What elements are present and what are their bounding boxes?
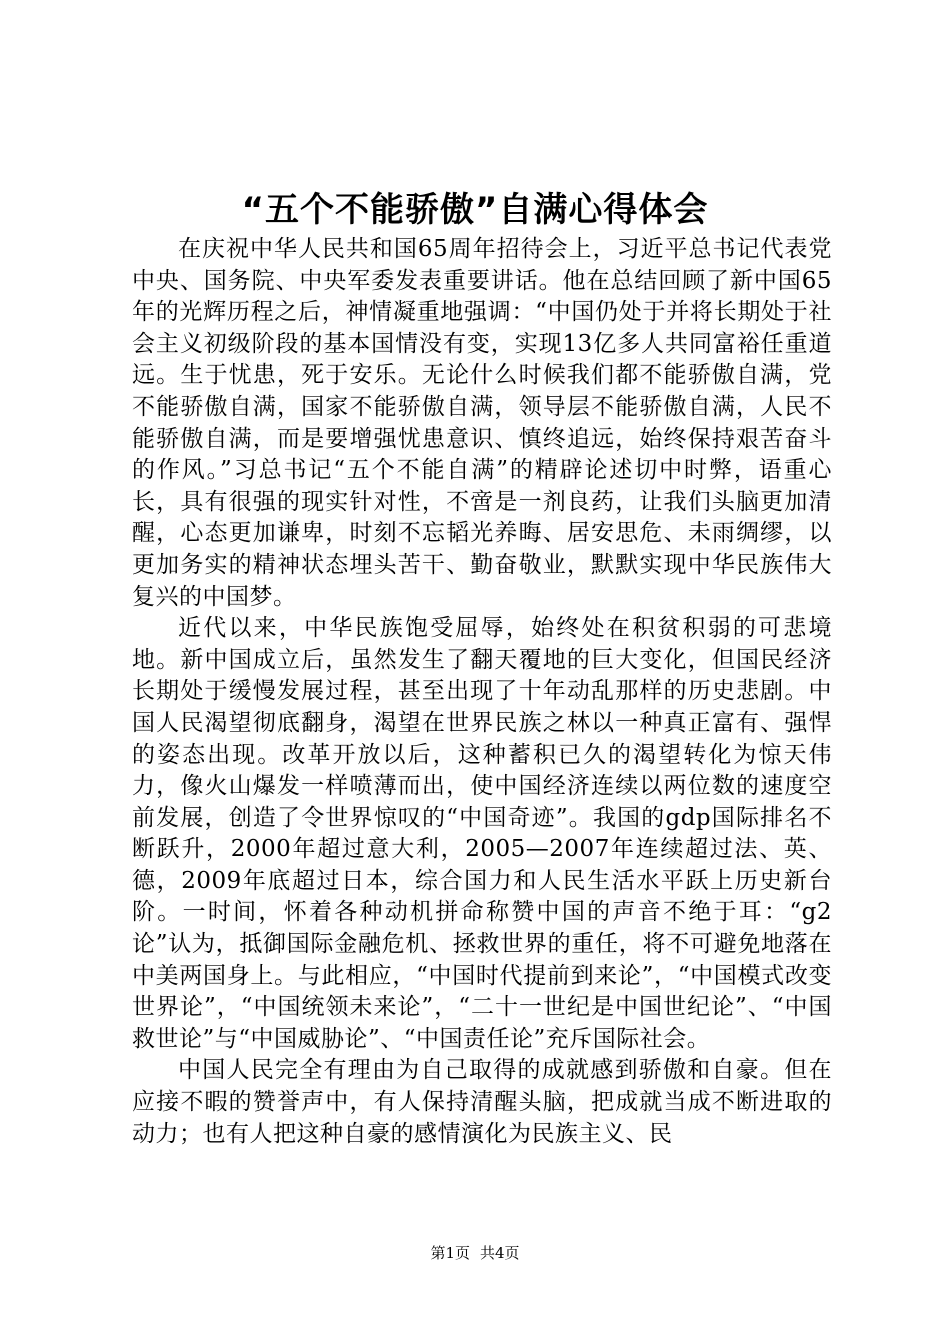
page-footer xyxy=(0,1242,950,1264)
paragraph-3: 中国人民完全有理由为自己取得的成就感到骄傲和自豪。但在应接不暇的赞誉声中，有人保持清醒头脑，把成就当成不断进取的动力；也有人把这种自豪的感情演化为民族主义、民 xyxy=(132,1057,832,1147)
paragraph-1: 在庆祝中华人民共和国65周年招待会上，习近平总书记代表党中央、国务院、中央军委发表重要讲话。他在总结回顾了新中国65年的光辉历程之后，神情凝重地强调：“中国仍处于并将长期处于社会主义初级阶段的基本国情没有变，实现13亿多人共同富裕任重道远。生于忧患，死于安乐。无论什么时候我们都不能骄傲自满，党不能骄傲自满，国家不能骄傲自满，领导层不能骄傲自满，人民不能骄傲自满，而是要增强忧患意识、慎终追远，始终保持艰苦奋斗的作风。”习总书记“五个不能自满”的精辟论述切中时弊，语重心长，具有很强的现实针对性，不啻是一剂良药，让我们头脑更加清醒，心态更加谦卑，时刻不忘韬光养晦、居安思危、未雨绸缪，以更加务实的精神状态埋头苦干、勤奋敬业，默默实现中华民族伟大复兴的中国梦。 xyxy=(132,236,832,610)
document-title: “五个不能骄傲”自满心得体会 xyxy=(241,190,709,230)
page-total: 共4页 xyxy=(480,1244,520,1262)
paragraph-2: 近代以来，中华民族饱受屈辱，始终处在积贫积弱的可悲境地。新中国成立后，虽然发生了翻天覆地的巨大变化，但国民经济长期处于缓慢发展过程，甚至出现了十年动乱那样的历史悲剧。中国人民渴望彻底翻身，渴望在世界民族之林以一种真正富有、强悍的姿态出现。改革开放以后，这种蓄积已久的渴望转化为惊天伟力，像火山爆发一样喷薄而出，使中国经济连续以两位数的速度空前发展，创造了令世界惊叹的“中国奇迹”。我国的gdp国际排名不断跃升，2000年超过意大利，2005—2007年连续超过法、英、德，2009年底超过日本，综合国力和人民生活水平跃上历史新台阶。一时间，怀着各种动机拼命称赞中国的声音不绝于耳：“g2论”认为，抵御国际金融危机、拯救世界的重任，将不可避免地落在中美两国身上。与此相应，“中国时代提前到来论”，“中国模式改变世界论”，“中国统领未来论”，“二十一世纪是中国世纪论”、“中国救世论”与“中国威胁论”、“中国责任论”充斥国际社会。 xyxy=(132,615,832,1052)
document-body xyxy=(132,234,832,1150)
page-number: 第1页 xyxy=(430,1244,470,1262)
